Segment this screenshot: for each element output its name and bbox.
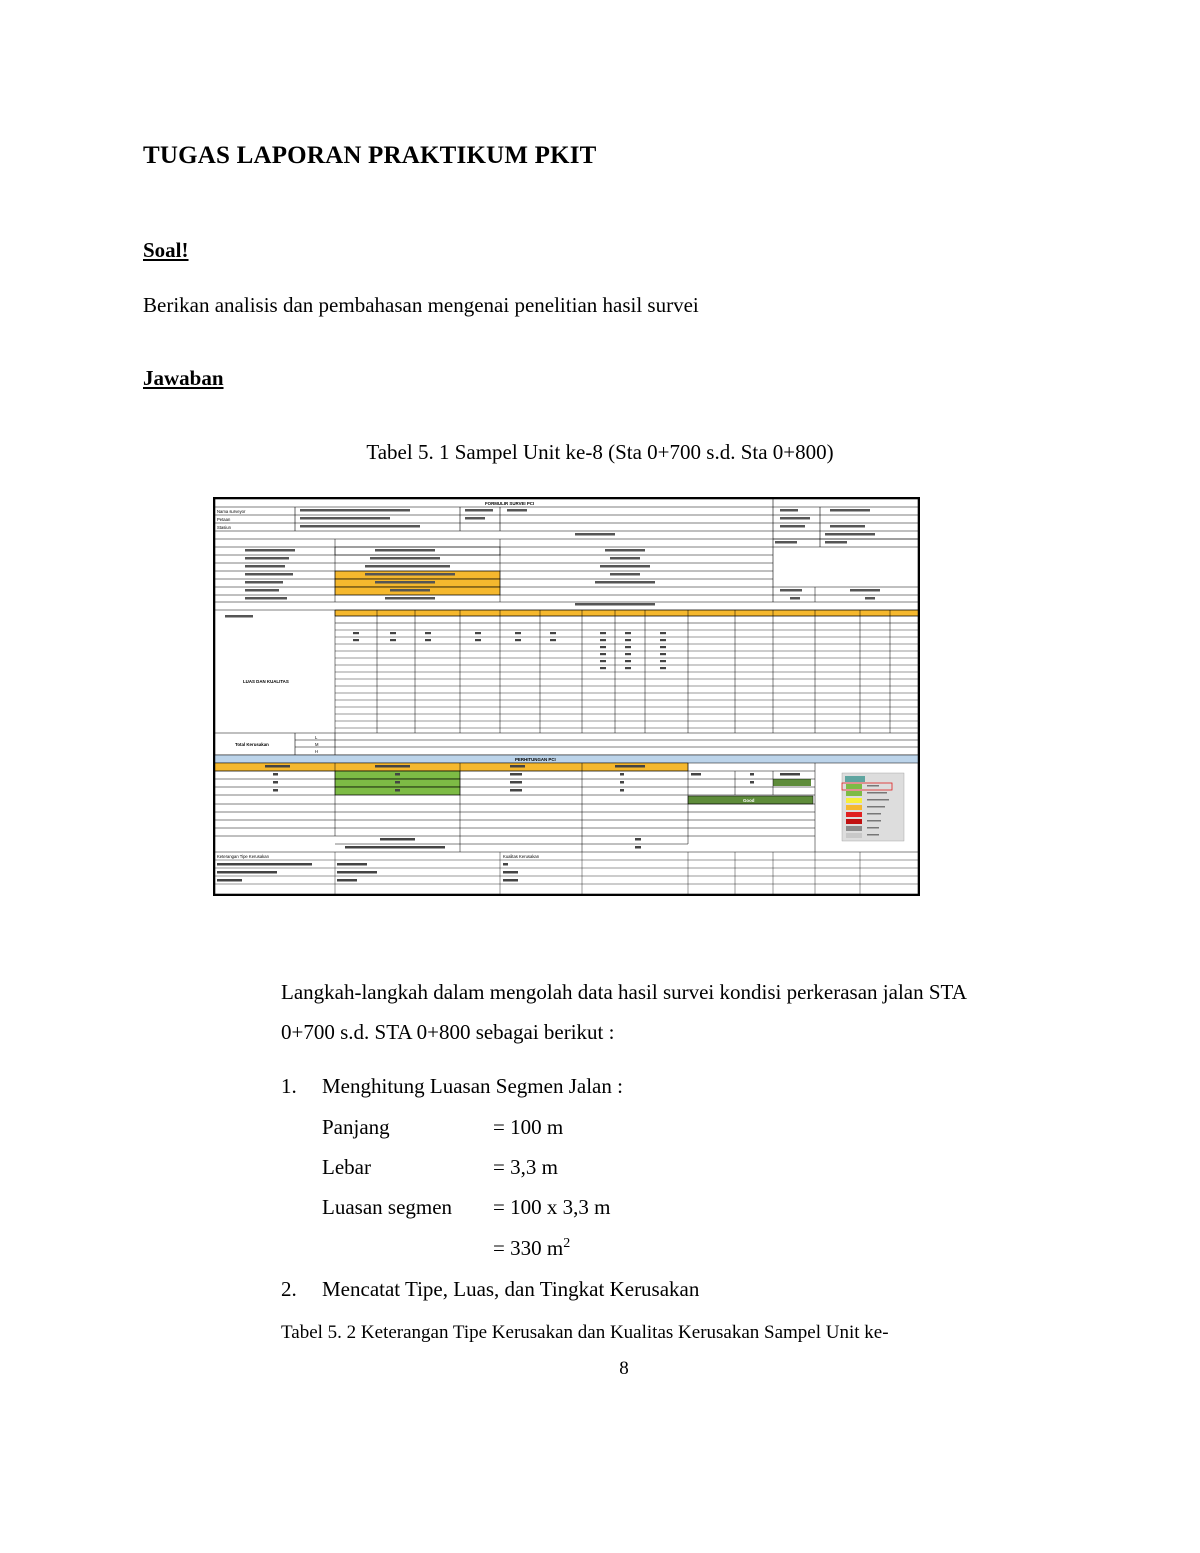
grid-cell-mark (625, 660, 631, 662)
calc-superscript: 2 (563, 1236, 571, 1251)
condition-box-label: Good (743, 798, 755, 803)
calc-value: = 100 m (493, 1115, 564, 1139)
grid-cell-mark (625, 653, 631, 655)
jawaban-heading: Jawaban (143, 366, 224, 390)
step-2-text: Mencatat Tipe, Luas, dan Tingkat Kerusakan (322, 1277, 700, 1301)
grid-cell-mark (660, 660, 666, 662)
grid-cell-mark (625, 632, 631, 634)
grid-cell-mark (625, 639, 631, 641)
calc-label: Luasan segmen (322, 1195, 453, 1219)
soal-heading: Soal! (143, 238, 189, 262)
grid-cell-mark (600, 646, 606, 648)
step-2-number: 2. (281, 1277, 297, 1301)
quality-h: H (315, 749, 319, 754)
step-1-text: Menghitung Luasan Segmen Jalan : (322, 1074, 623, 1098)
grid-cell-mark (660, 639, 666, 641)
pci-section-title: PERHITUNGAN PCI (515, 757, 556, 762)
pci-survey-sheet-image (213, 497, 920, 896)
luas-kualitas-label: LUAS DAN KUALITAS (243, 679, 289, 684)
grid-cell-mark (600, 660, 606, 662)
grid-cell-mark (600, 639, 606, 641)
grid-cell-mark (475, 639, 481, 641)
grid-cell-mark (660, 646, 666, 648)
calc-label: Panjang (322, 1115, 390, 1139)
grid-cell-mark (353, 632, 359, 634)
table2-caption: Tabel 5. 2 Keterangan Tipe Kerusakan dan Kualitas Kerusakan Sampel Unit ke- (281, 1322, 889, 1343)
pci-survey-sheet-graphic (215, 499, 918, 894)
grid-cell-mark (475, 632, 481, 634)
label-stasiun: Stasiun (217, 525, 231, 530)
page-number: 8 (619, 1358, 629, 1379)
total-kerusakan-label: Total Kerusakan (235, 742, 269, 747)
grid-cell-mark (353, 639, 359, 641)
intro-paragraph (281, 972, 1081, 1052)
grid-cell-mark (425, 639, 431, 641)
grid-cell-mark (625, 667, 631, 669)
intro-line-2: 0+700 s.d. STA 0+800 sebagai berikut : (281, 1020, 615, 1044)
grid-cell-mark (600, 632, 606, 634)
grid-cell-mark (660, 667, 666, 669)
grid-cell-mark (660, 632, 666, 634)
calc-value: = 3,3 m (493, 1155, 558, 1179)
calc-result (493, 1236, 570, 1261)
calc-label: Lebar (322, 1155, 371, 1179)
document-title: TUGAS LAPORAN PRAKTIKUM PKIT (143, 142, 597, 169)
intro-line-1: Langkah-langkah dalam mengolah data hasil survei kondisi perkerasan jalan STA (281, 980, 967, 1004)
grid-cell-mark (425, 632, 431, 634)
grid-cell-mark (515, 632, 521, 634)
label-surveyor: Nama surveyor (217, 509, 246, 514)
kualitas-kerusakan-label: Kualitas Kerusakan (503, 854, 540, 859)
grid-cell-mark (550, 639, 556, 641)
keterangan-tipe-label: Keterangan Tipe Kerusakan (217, 854, 269, 859)
calc-value: = 330 m (493, 1236, 564, 1260)
pci-legend-thumbnail (842, 773, 904, 841)
grid-cell-mark (515, 639, 521, 641)
step-1-number: 1. (281, 1074, 297, 1098)
step-1 (281, 1074, 297, 1099)
soal-text: Berikan analisis dan pembahasan mengenai penelitian hasil survei (143, 293, 699, 317)
label-petaan: Petaan (217, 517, 231, 522)
grid-cell-mark (660, 653, 666, 655)
table-caption: Tabel 5. 1 Sampel Unit ke-8 (Sta 0+700 s.d. Sta 0+800) (366, 440, 834, 464)
calc-value: = 100 x 3,3 m (493, 1195, 611, 1219)
sheet-header-title: FORMULIR SURVEI PCI (485, 501, 535, 506)
grid-cell-mark (625, 646, 631, 648)
grid-cell-mark (550, 632, 556, 634)
quality-l: L (315, 735, 318, 740)
grid-cell-mark (600, 667, 606, 669)
grid-cell-mark (390, 632, 396, 634)
grid-cell-mark (600, 653, 606, 655)
quality-m: M (315, 742, 319, 747)
grid-cell-mark (390, 639, 396, 641)
